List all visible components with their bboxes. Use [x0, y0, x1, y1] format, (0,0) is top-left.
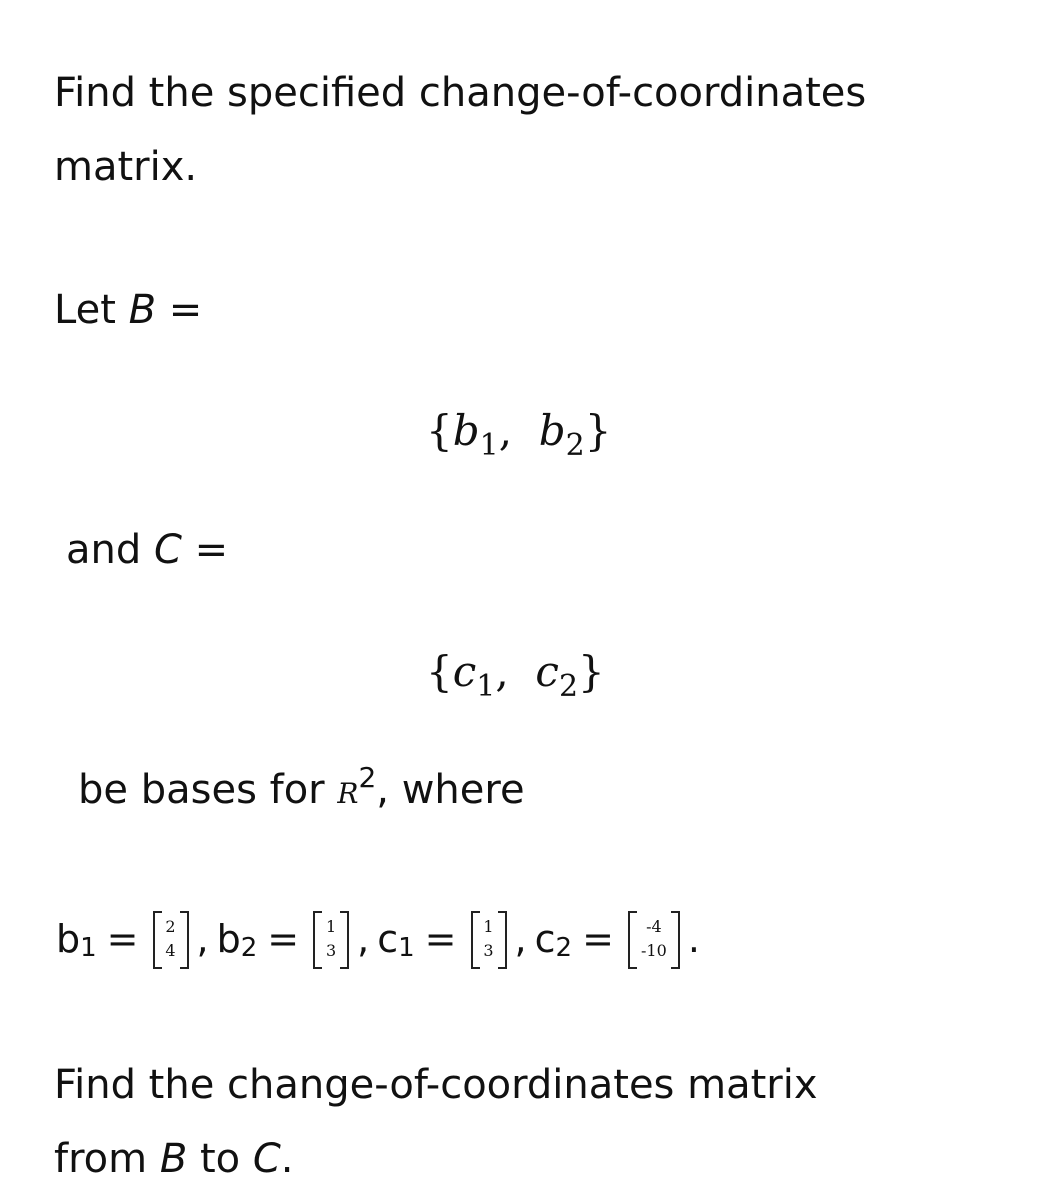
- bases-line: be bases for $R^2$, where: [78, 761, 525, 813]
- vector-c2: c 2 = -4 -10 .: [535, 911, 708, 967]
- matrix-c1: 1 3: [471, 911, 507, 967]
- question-line-1: Find the change-of-coordinates matrix: [54, 1062, 818, 1108]
- matrix-b2: 1 3: [313, 911, 349, 967]
- and-c-label: and C =: [66, 527, 229, 573]
- set-c-expression: {$c_1$, $c_2$}: [426, 647, 605, 704]
- vector-b1: b 1 = 2 4 ,: [56, 911, 217, 967]
- vector-c1: c 1 = 1 3 ,: [377, 911, 534, 967]
- matrix-c2: -4 -10: [628, 911, 680, 967]
- real-space-symbol: R: [337, 777, 359, 810]
- vector-definitions: [56, 904, 708, 974]
- vector-b2: b 2 = 1 3 ,: [217, 911, 378, 967]
- let-b-label: Let B =: [54, 287, 203, 333]
- c-basis-symbol: C: [153, 527, 182, 573]
- intro-line-2: matrix.: [54, 144, 198, 190]
- b-basis-symbol: B: [128, 287, 157, 333]
- intro-line-1: Find the specified change-of-coordinates: [54, 70, 867, 116]
- set-b-expression: {$b_1$, $b_2$}: [426, 406, 612, 463]
- matrix-b1: 2 4: [153, 911, 189, 967]
- question-line-2: from B to C.: [54, 1136, 294, 1182]
